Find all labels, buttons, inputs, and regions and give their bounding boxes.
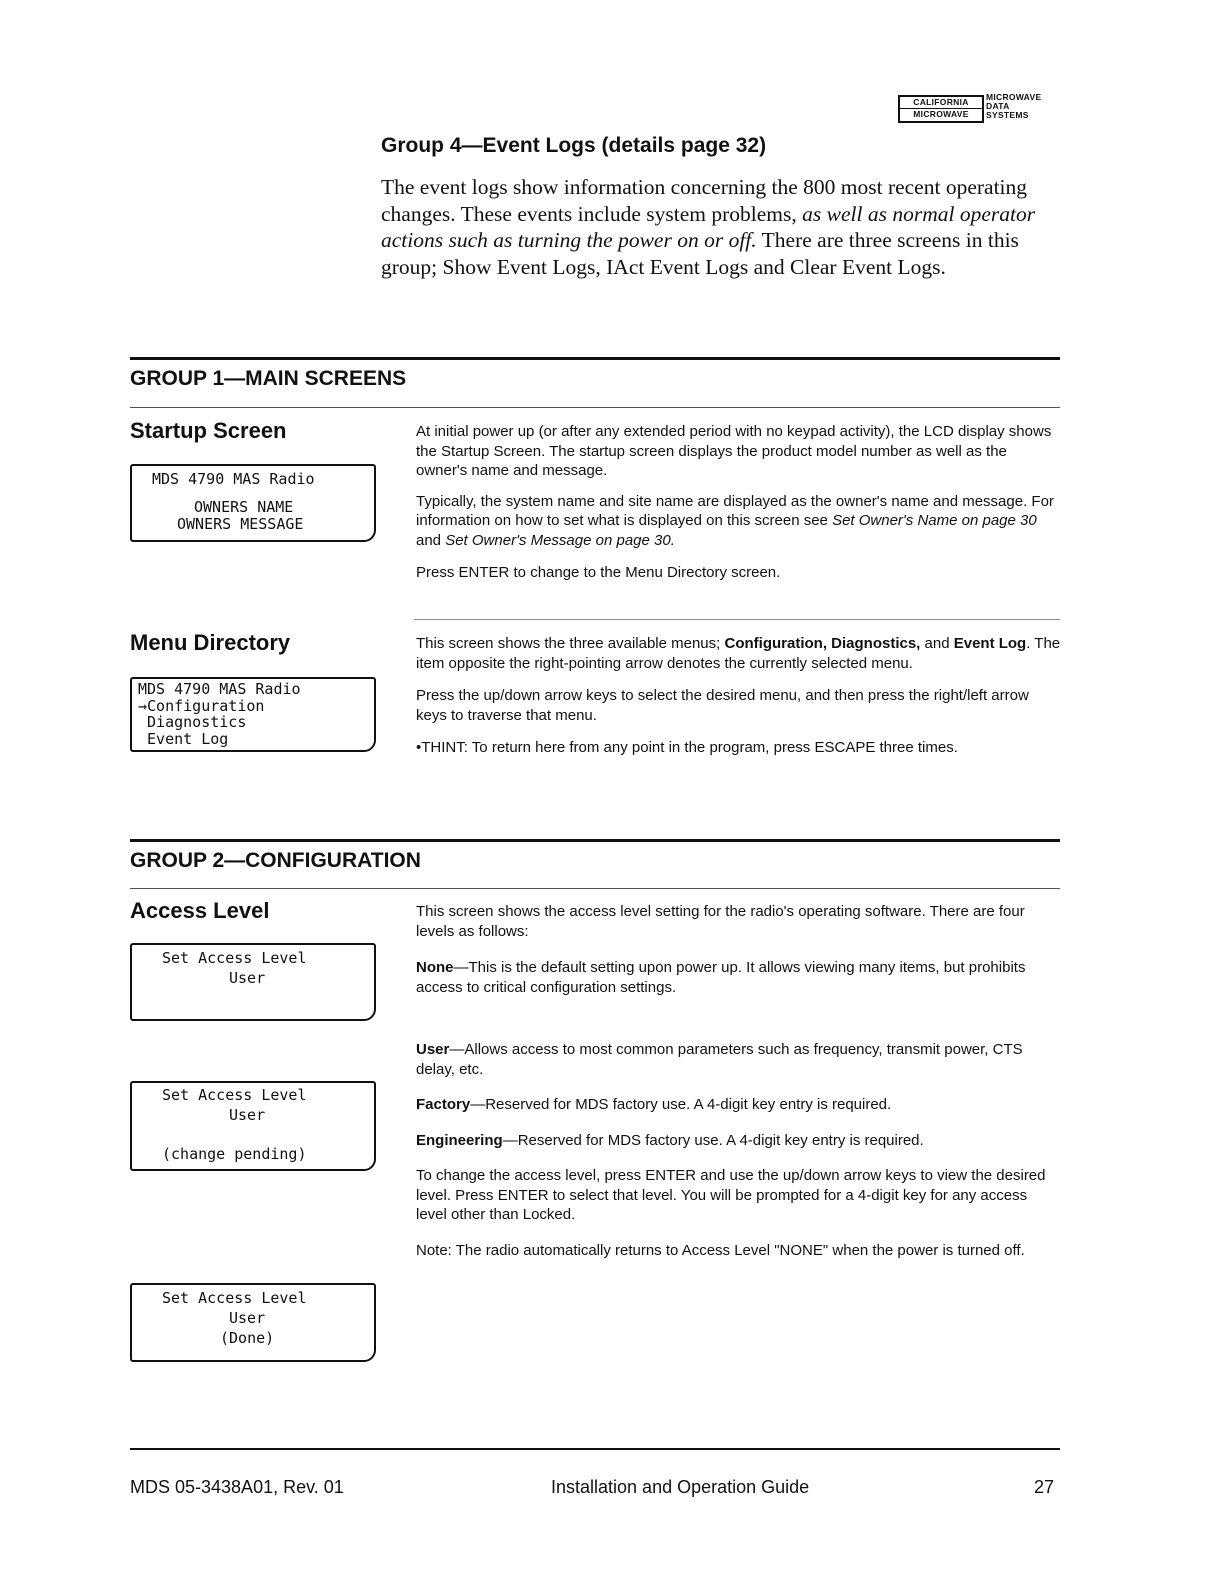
startup-lcd-line3: OWNERS NAME <box>194 498 294 516</box>
access-factory-label: Factory <box>416 1096 471 1113</box>
startup-description <box>416 422 1061 583</box>
startup-para2-text: Typically, the system name and site name are displayed as the owner's name and message. For information on how to set what is displayed on this screen see <box>416 492 1054 529</box>
access-title: Access Level <box>130 898 270 923</box>
logo-word2: DATA <box>986 101 1010 111</box>
startup-para1: At initial power up (or after any extended period with no keypad activity), the LCD display shows the Startup Screen. The startup screen displays the product model number as well as the owner's name and message. <box>416 423 1052 479</box>
access-para-none <box>416 958 1061 997</box>
access-para-note: Note: The radio automatically returns to Access Level "NONE" when the power is turned off. <box>416 1241 1025 1259</box>
access-lcd1-line2: User <box>229 969 266 987</box>
intro-body-italic: as well as normal operator actions such as turning the power on or off. <box>381 201 1036 252</box>
startup-para3: Press ENTER to change to the Menu Directory screen. <box>416 564 781 581</box>
startup-bottom-rule <box>414 619 1060 620</box>
access-lcd2-line4: (change pending) <box>162 1145 307 1163</box>
menu-lcd <box>130 677 376 752</box>
access-engineering-label: Engineering <box>416 1131 503 1149</box>
access-para-engineering <box>416 1131 1061 1151</box>
menu-para1 <box>416 634 1061 673</box>
menu-para3: •THINT: To return here from any point in the program, press ESCAPE three times. <box>416 739 958 756</box>
access-none-label: None <box>416 959 454 976</box>
startup-lcd-line1: MDS 4790 MAS Radio <box>152 470 315 488</box>
menu-lcd-line1: MDS 4790 MAS Radio <box>138 680 301 698</box>
group1-top-rule <box>130 357 1060 360</box>
access-factory-text: —Reserved for MDS factory use. A 4-digit key entry is required. <box>470 1096 892 1113</box>
access-lcd-1 <box>130 943 376 1021</box>
group2-top-rule <box>130 839 1060 842</box>
company-logo <box>898 93 1068 127</box>
footer-guide-title: Installation and Operation Guide <box>551 1477 810 1497</box>
access-user-label: User <box>416 1041 450 1058</box>
footer-doc-number: MDS 05-3438A01, Rev. 01 <box>130 1477 344 1497</box>
group2-bottom-rule <box>130 888 1060 889</box>
logo-word1: MICROWAVE <box>986 92 1042 102</box>
footer-page-number: 27 <box>1034 1477 1055 1497</box>
startup-para2-ref1: Set Owner's Name on page 30 <box>832 512 1037 529</box>
menu-para1-a: This screen shows the three available menus; <box>416 635 725 652</box>
logo-word3: SYSTEMS <box>986 110 1029 120</box>
menu-para2: Press the up/down arrow keys to select the desired menu, and then press the right/left arrow keys to traverse that menu. <box>416 687 1029 724</box>
menu-lcd-line2: →Configuration <box>138 696 265 715</box>
access-lcd-3 <box>130 1283 376 1362</box>
menu-para1-b: Configuration, Diagnostics, <box>724 635 921 652</box>
intro-body-part2: There are three screens in this group; Show Event Logs, IAct Event Logs and Clear Event Logs. <box>381 228 1019 279</box>
access-engineering-text: —Reserved for MDS factory use. A 4-digit key entry is required. <box>502 1131 924 1149</box>
access-lcd1-line1: Set Access Level <box>162 949 307 967</box>
access-user-text: —Allows access to most common parameters such as frequency, transmit power, CTS delay, etc. <box>416 1041 1023 1078</box>
access-para-change: To change the access level, press ENTER and use the up/down arrow keys to view the desired level. Press ENTER to select that level. You will be prompted for a 4-digit key for any access level other than Locked. <box>416 1167 1046 1223</box>
group1-title: GROUP 1—MAIN SCREENS <box>130 367 407 390</box>
logo-box-line1: CALIFORNIA <box>913 97 969 107</box>
startup-lcd <box>130 464 376 542</box>
logo-box-line2: MICROWAVE <box>900 108 982 120</box>
logo-words <box>986 93 1041 120</box>
access-para-factory <box>416 1095 1061 1115</box>
access-lcd-2 <box>130 1081 376 1171</box>
menu-lcd-line3: Diagnostics <box>138 713 247 731</box>
logo-box <box>898 95 984 123</box>
intro-body <box>381 174 1066 280</box>
menu-lcd-line4: Event Log <box>138 729 229 748</box>
access-para-user <box>416 1040 1061 1079</box>
menu-description <box>416 634 1061 758</box>
access-para-intro: This screen shows the access level setting for the radio's operating software. There are four levels as follows: <box>416 903 1025 940</box>
startup-lcd-line4: OWNERS MESSAGE <box>177 515 304 533</box>
intro-body-part1: The event logs show information concerning the 800 most recent operating changes. These events include system problems, <box>381 175 1028 226</box>
access-lcd3-line3: (Done) <box>220 1329 275 1347</box>
access-none-text: —This is the default setting upon power up. It allows viewing many items, but prohibits access to critical configuration settings. <box>416 959 1026 996</box>
access-lcd3-line2: User <box>229 1309 266 1327</box>
menu-para1-c: and <box>920 635 954 652</box>
startup-title: Startup Screen <box>130 418 287 443</box>
intro-heading: Group 4—Event Logs (details page 32) <box>381 134 767 157</box>
startup-para2-ref2: Set Owner's Message on page 30. <box>445 531 675 549</box>
group1-bottom-rule <box>130 407 1060 408</box>
menu-para1-d: Event Log <box>953 635 1027 652</box>
access-description-2 <box>416 1040 1061 1260</box>
startup-para2 <box>416 492 1061 551</box>
access-lcd3-line1: Set Access Level <box>162 1289 307 1307</box>
group2-title: GROUP 2—CONFIGURATION <box>130 849 421 872</box>
access-lcd2-line2: User <box>229 1106 266 1124</box>
menu-para1-e: . The item opposite the right-pointing arrow denotes the currently selected menu. <box>416 635 1061 672</box>
menu-title: Menu Directory <box>130 630 291 655</box>
access-description <box>416 902 1061 997</box>
footer-rule <box>130 1448 1060 1450</box>
startup-para2-and: and <box>416 531 446 549</box>
access-lcd2-line1: Set Access Level <box>162 1086 307 1104</box>
